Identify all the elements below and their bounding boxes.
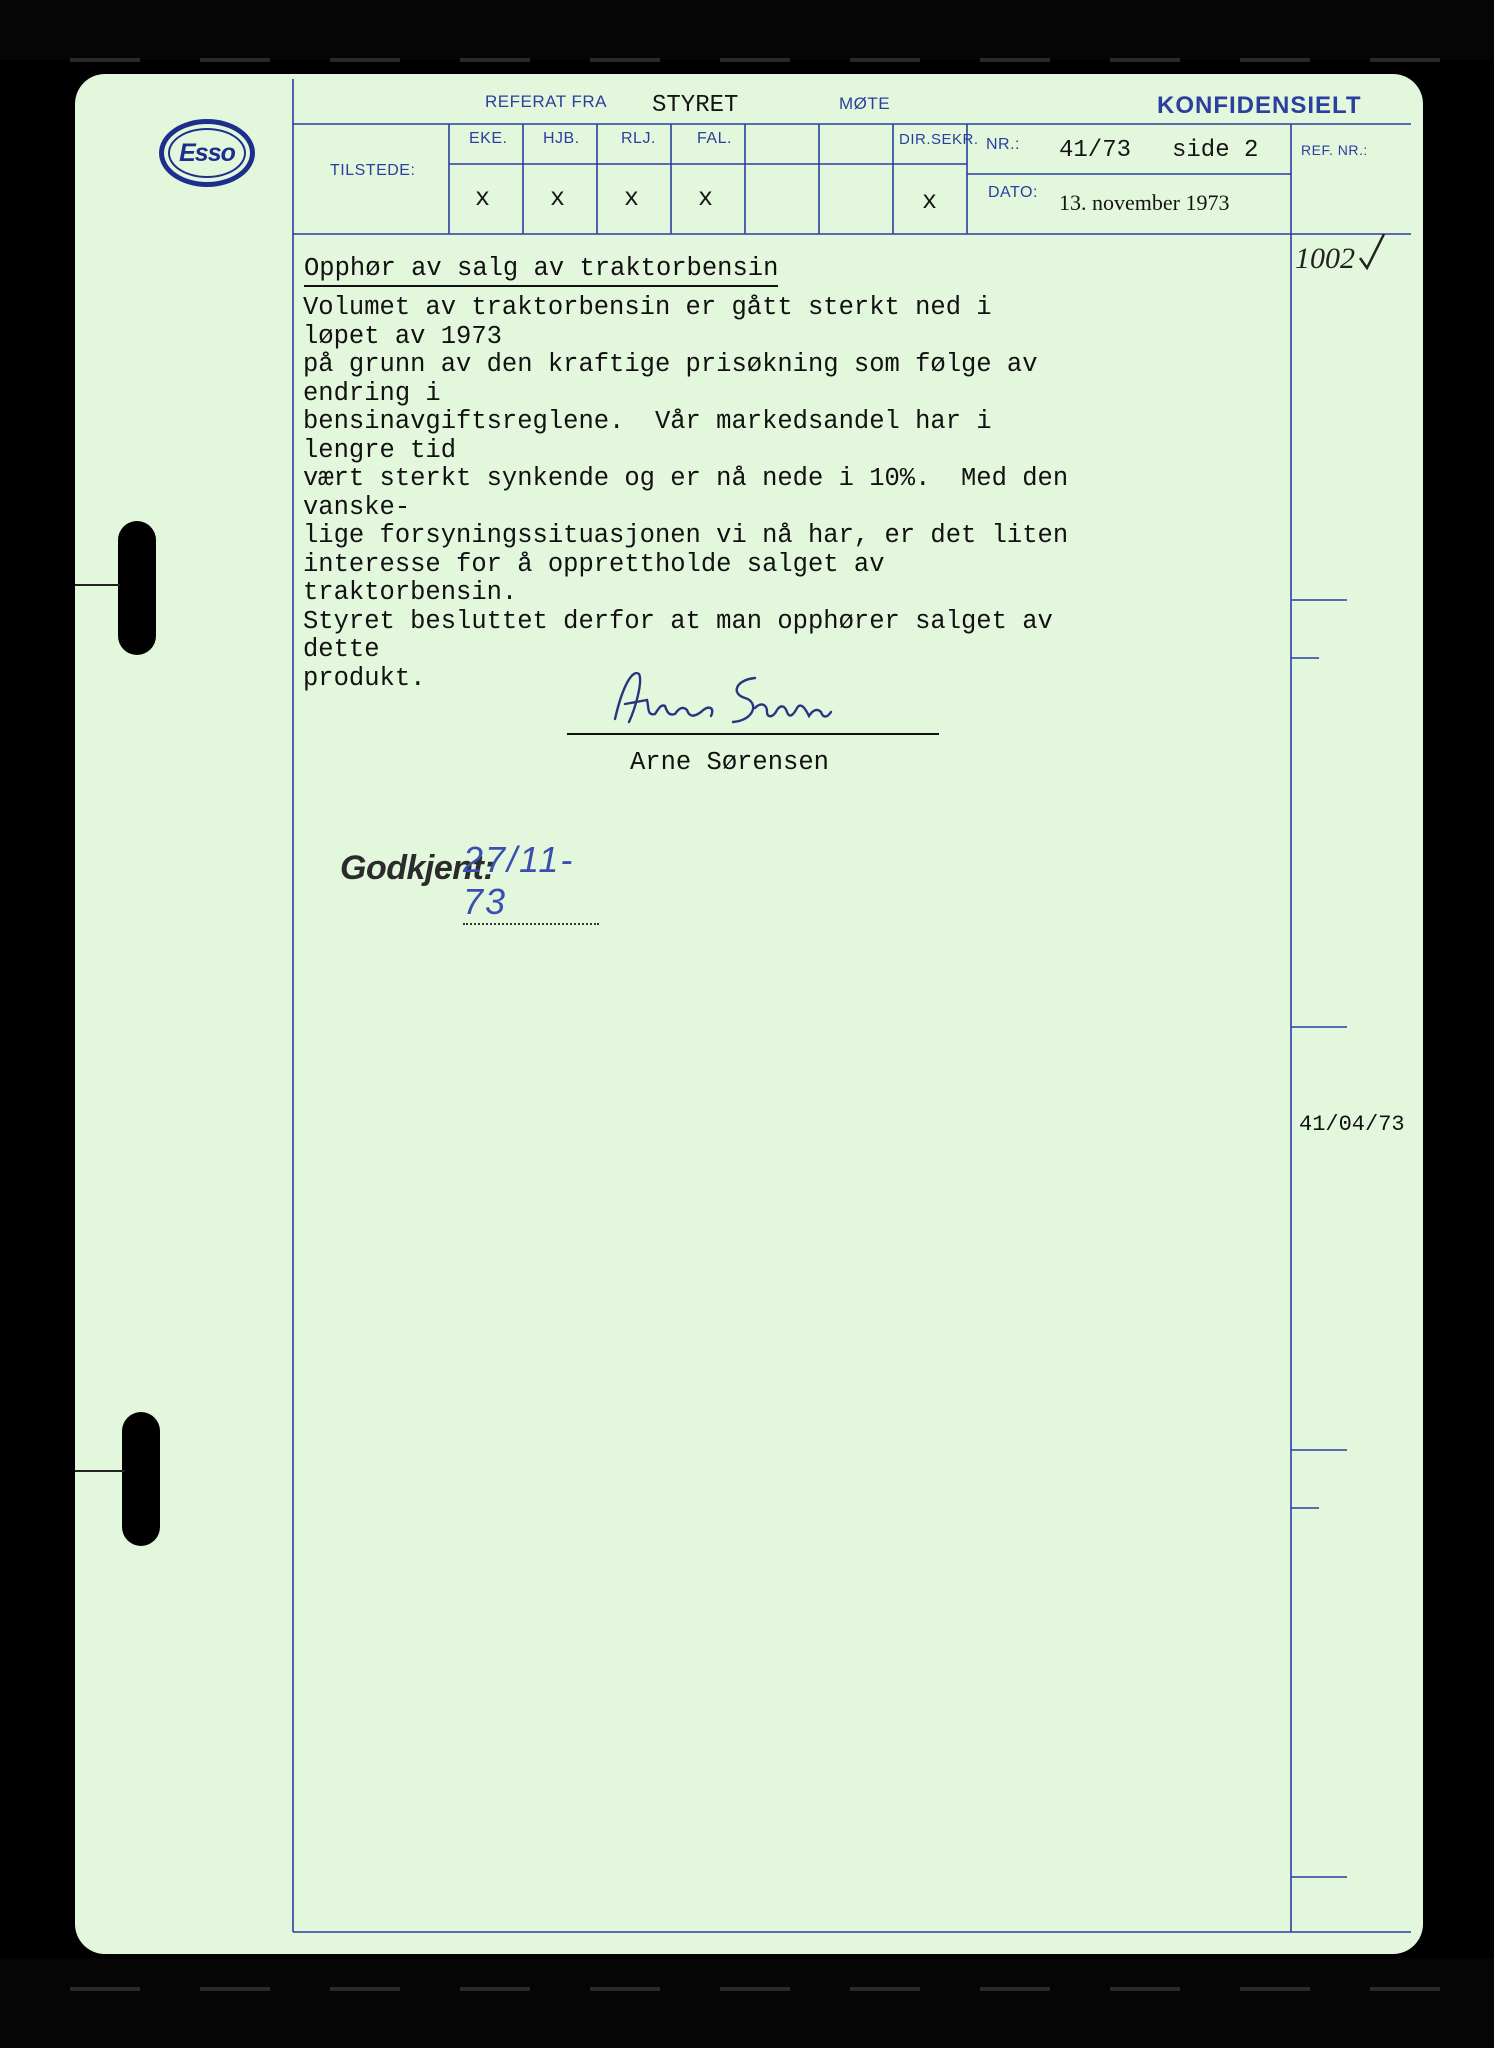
- binder-hole-line-top: [75, 584, 120, 586]
- attendee-mark-fal: x: [698, 184, 714, 213]
- approved-date: 27/11-73: [463, 839, 599, 925]
- attendee-col-dirsekr: DIR.SEKR.: [899, 131, 979, 148]
- attendee-mark-rlj: x: [624, 184, 640, 213]
- document-sheet: [75, 74, 1423, 1954]
- signatory-name: Arne Sørensen: [630, 748, 829, 777]
- meeting-type: STYRET: [652, 92, 739, 119]
- referat-fra-label: REFERAT FRA: [485, 92, 607, 111]
- paragraph-line: Volumet av traktorbensin er gått sterkt ned i løpet av 1973: [303, 293, 1007, 351]
- scan-dash-row-top: [70, 58, 1470, 62]
- attendee-mark-eke: x: [475, 184, 491, 213]
- tilstede-label: TILSTEDE:: [330, 162, 416, 179]
- signature-line: [567, 733, 939, 735]
- nr-value: 41/73: [1059, 137, 1132, 164]
- paragraph-line: Styret besluttet derfor at man opphører salget av dette: [303, 606, 1069, 664]
- section-heading: Opphør av salg av traktorbensin: [304, 254, 778, 287]
- mote-label: MØTE: [839, 94, 891, 113]
- attendee-mark-dirsekr: x: [922, 187, 938, 216]
- binder-hole-top: [118, 521, 156, 655]
- dato-label: DATO:: [988, 184, 1038, 201]
- page-side: side 2: [1172, 137, 1259, 164]
- handwritten-ref-number: 1002: [1295, 242, 1355, 275]
- approved-label: Godkjent:: [340, 849, 495, 887]
- ref-nr-label: REF. NR.:: [1301, 142, 1368, 158]
- scan-border-top: [0, 0, 1494, 60]
- paragraph-line: bensinavgiftsreglene. Vår markedsandel har i lengre tid: [303, 407, 1007, 465]
- paragraph-line: vært sterkt synkende og er nå nede i 10%. Med den vanske-: [303, 464, 1084, 522]
- esso-logo: [159, 119, 255, 187]
- attendee-col-fal: FAL.: [697, 130, 732, 147]
- scan-border-bottom: [0, 1958, 1494, 2048]
- margin-document-code: 41/04/73: [1299, 1112, 1405, 1137]
- body-paragraph: [303, 293, 1084, 693]
- binder-hole-bottom: [122, 1412, 160, 1546]
- attendee-col-eke: EKE.: [469, 130, 508, 147]
- paragraph-line: produkt.: [303, 663, 426, 693]
- attendee-col-hjb: HJB.: [543, 130, 580, 147]
- attendee-mark-hjb: x: [550, 184, 566, 213]
- checkmark-icon: [1358, 232, 1386, 272]
- scan-dash-row-bottom: [70, 1987, 1470, 1991]
- dato-value: 13. november 1973: [1059, 190, 1230, 215]
- attendee-col-rlj: RLJ.: [621, 130, 656, 147]
- paragraph-line: lige forsyningssituasjonen vi nå har, er det liten: [303, 521, 1069, 550]
- confidential-label: KONFIDENSIELT: [1157, 92, 1362, 119]
- paragraph-line: på grunn av den kraftige prisøkning som følge av endring i: [303, 350, 1053, 408]
- nr-label: NR.:: [986, 136, 1020, 153]
- paragraph-line: interesse for å opprettholde salget av traktorbensin.: [303, 549, 900, 607]
- logo-text: Esso: [179, 138, 235, 167]
- binder-hole-line-bottom: [75, 1470, 125, 1472]
- handwritten-signature: [605, 664, 845, 734]
